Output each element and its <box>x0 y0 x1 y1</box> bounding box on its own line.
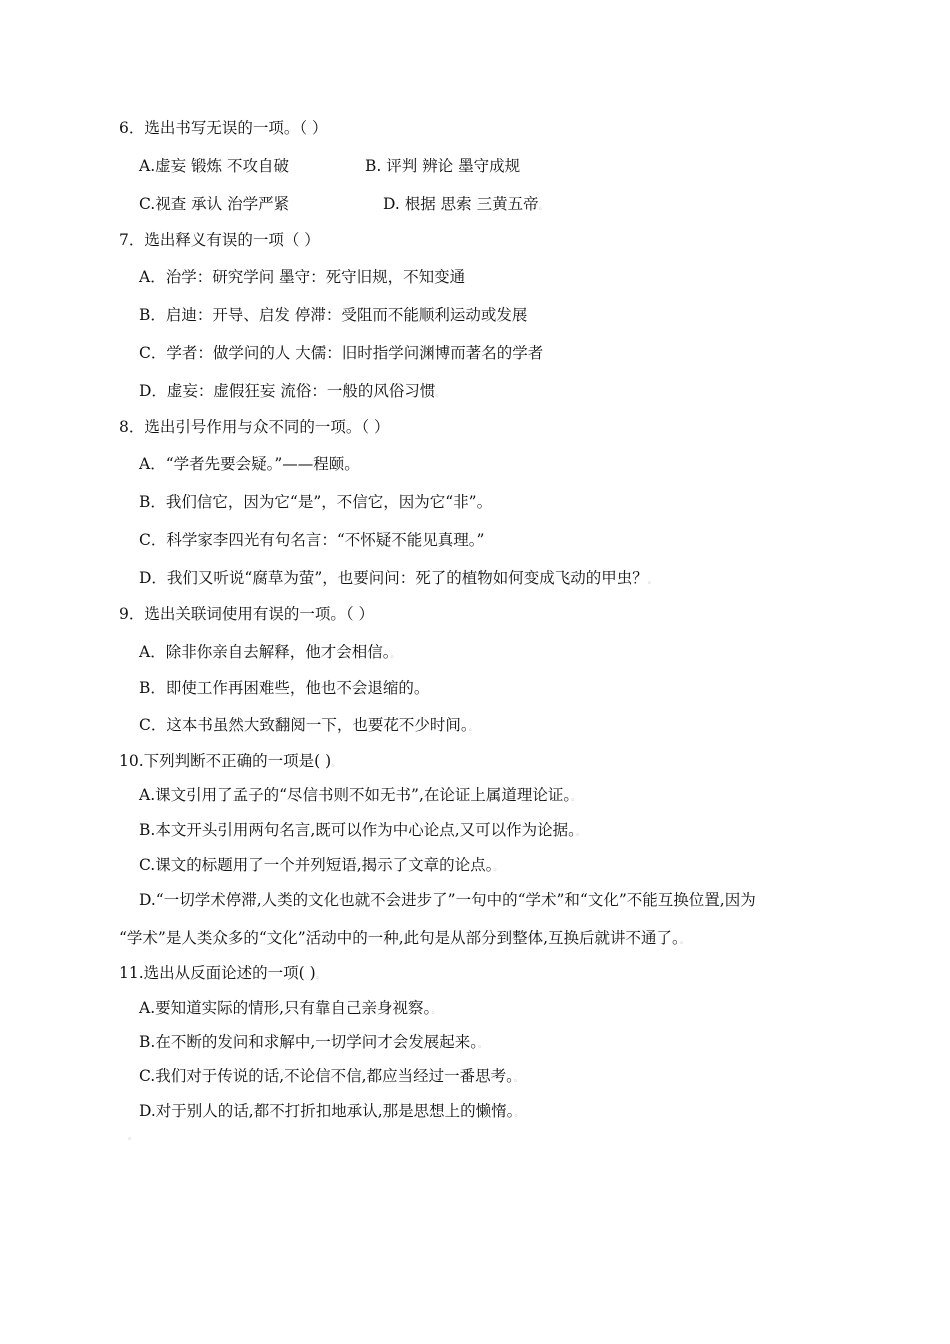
question-11-option-c: C.我们对于传说的话,不论信不信,都应当经过一番思考。。 <box>139 1067 523 1085</box>
question-9-option-a: A．除非你亲自去解释，他才会相信。。 <box>139 643 400 661</box>
question-7-option-c: C．学者：做学问的人 大儒：旧时指学问渊博而著名的学者 <box>139 344 544 362</box>
question-11-option-d: D.对于别人的话,都不打折扣地承认,那是思想上的懒惰。。 <box>139 1102 524 1120</box>
question-10-stem: 10.下列判断不正确的一项是( )。 <box>119 752 341 770</box>
question-11-stem: 11.选出从反面论述的一项( )。 <box>119 964 325 982</box>
question-11-option-a: A.要知道实际的情形,只有靠自己亲身视察。。 <box>139 999 441 1017</box>
question-10-option-d-line2: “学术”是人类众多的“文化”活动中的一种,此句是从部分到整体,互换后就讲不通了。。 <box>119 929 689 947</box>
question-8-option-b: B．我们信它，因为它“是”，不信它，因为它“非”。 <box>139 493 493 511</box>
question-7-option-b: B．启迪：开导、启发 停滞：受阻而不能顺利运动或发展 <box>139 306 528 324</box>
question-10-option-c: C.课文的标题用了一个并列短语,揭示了文章的论点。。 <box>139 856 503 874</box>
question-6-option-c: C.视查 承认 治学严紧 <box>139 195 290 213</box>
question-7-option-d: D．虚妄：虚假狂妄 流俗：一般的风俗习惯。 <box>139 382 445 400</box>
question-9-option-b: B．即使工作再困难些，他也不会退缩的。 <box>139 679 430 697</box>
question-10-option-d-line1: D.“一切学术停滞,人类的文化也就不会进步了”一句中的“学术”和“文化”不能互换位置,因为 <box>139 891 756 909</box>
question-10-option-a: A.课文引用了孟子的“尽信书则不如无书”,在论证上属道理论证。。 <box>139 786 581 804</box>
question-6-option-b: B. 评判 辨论 墨守成规 <box>365 157 521 175</box>
question-7-option-a: A．治学：研究学问 墨守：死守旧规，不知变通 <box>139 268 466 286</box>
question-10-option-b: B.本文开头引用两句名言,既可以作为中心论点,又可以作为论据。。 <box>139 821 585 839</box>
question-6-stem: 6．选出书写无误的一项。（ ） <box>119 119 328 137</box>
paragraph-mark: 。 <box>128 1132 138 1142</box>
question-8-option-c: C．科学家李四光有句名言：“不怀疑不能见真理。” <box>139 531 485 549</box>
question-9-stem: 9．选出关联词使用有误的一项。（ ） <box>119 605 375 623</box>
question-8-stem: 8．选出引号作用与众不同的一项。（ ） <box>119 418 390 436</box>
question-6-option-a: A.虚妄 锻炼 不攻自破 <box>139 157 289 175</box>
question-8-option-a: A．“学者先要会疑。”——程颐。 <box>139 455 360 473</box>
question-7-stem: 7．选出释义有误的一项（ ） <box>119 231 320 249</box>
question-8-option-d: D．我们又听说“腐草为萤”，也要问问：死了的植物如何变成飞动的甲虫？。 <box>139 569 657 587</box>
question-6-option-d: D. 根据 思索 三黄五帝。 <box>383 195 548 213</box>
question-9-option-c: C．这本书虽然大致翻阅一下，也要花不少时间。。 <box>139 716 478 734</box>
question-11-option-b: B.在不断的发问和求解中,一切学问才会发展起来。。 <box>139 1033 488 1051</box>
